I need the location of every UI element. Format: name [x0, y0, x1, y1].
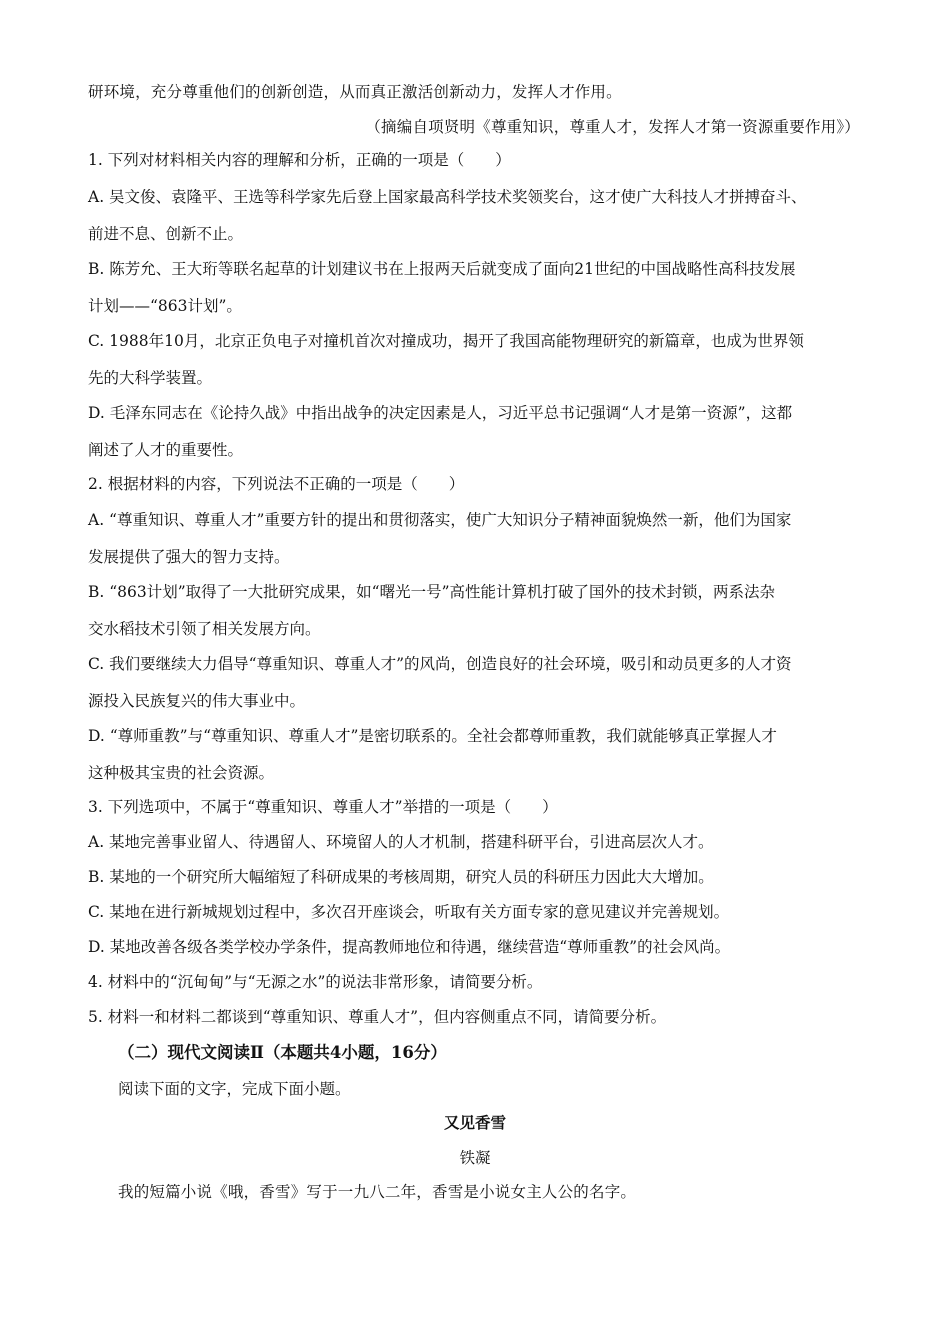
q2-option-c-cont: 源投入民族复兴的伟大事业中。 [88, 692, 306, 710]
story-author: 铁凝 [459, 1149, 491, 1167]
story-first-line: 我的短篇小说《哦，香雪》写于一九八二年，香雪是小说女主人公的名字。 [118, 1183, 637, 1201]
q1-option-d: D. 毛泽东同志在《论持久战》中指出战争的决定因素是人，习近平总书记强调“人才是第一资源”，这都 [88, 404, 793, 422]
q3-option-b: B. 某地的一个研究所大幅缩短了科研成果的考核周期，研究人员的科研压力因此大大增加。 [88, 868, 714, 886]
intro-line: 研环境，充分尊重他们的创新创造，从而真正激活创新动力，发挥人才作用。 [88, 83, 622, 101]
q1-option-b: B. 陈芳允、王大珩等联名起草的计划建议书在上报两天后就变成了面向21世纪的中国战略性高科技发展 [88, 260, 796, 278]
section-title: （二）现代文阅读Ⅱ（本题共4小题，16分） [118, 1043, 447, 1062]
story-title: 又见香雪 [443, 1113, 506, 1132]
q1-option-c: C. 1988年10月，北京正负电子对撞机首次对撞成功，揭开了我国高能物理研究的新篇章，也成为世界领 [88, 332, 804, 350]
q2-option-d-cont: 这种极其宝贵的社会资源。 [88, 764, 275, 782]
question-4: 4. 材料中的“沉甸甸”与“无源之水”的说法非常形象，请简要分析。 [88, 973, 543, 991]
q2-option-b-cont: 交水稻技术引领了相关发展方向。 [88, 620, 321, 638]
q2-option-a-cont: 发展提供了强大的智力支持。 [88, 548, 290, 566]
source-citation: （摘编自项贤明《尊重知识，尊重人才，发挥人才第一资源重要作用》） [365, 118, 860, 136]
q2-option-d: D. “尊师重教”与“尊重知识、尊重人才”是密切联系的。全社会都尊师重教，我们就能够真正掌握人才 [88, 727, 777, 745]
q1-option-b-cont: 计划——“863计划”。 [88, 297, 242, 315]
reading-instruction: 阅读下面的文字，完成下面小题。 [118, 1080, 351, 1098]
q1-option-a-cont: 前进不息、创新不止。 [88, 225, 244, 243]
q1-option-a: A. 吴文俊、袁隆平、王选等科学家先后登上国家最高科学技术奖领奖台，这才使广大科技人才拼搏奋斗、 [88, 188, 807, 206]
q1-option-c-cont: 先的大科学装置。 [88, 369, 213, 387]
q2-option-c: C. 我们要继续大力倡导“尊重知识、尊重人才”的风尚，创造良好的社会环境，吸引和动员更多的人才资 [88, 655, 792, 673]
q2-option-a: A. “尊重知识、尊重人才”重要方针的提出和贯彻落实，使广大知识分子精神面貌焕然一新，他们为国家 [88, 511, 792, 529]
q3-option-d: D. 某地改善各级各类学校办学条件，提高教师地位和待遇，继续营造“尊师重教”的社会风尚。 [88, 938, 731, 956]
question-2-stem: 2. 根据材料的内容，下列说法不正确的一项是（ ） [88, 475, 465, 493]
q2-option-b: B. “863计划”取得了一大批研究成果，如“曙光一号”高性能计算机打破了国外的技术封锁，两系法杂 [88, 583, 776, 601]
q3-option-a: A. 某地完善事业留人、待遇留人、环境留人的人才机制，搭建科研平台，引进高层次人才。 [88, 833, 714, 851]
question-1-stem: 1. 下列对材料相关内容的理解和分析，正确的一项是（ ） [88, 151, 511, 169]
question-3-stem: 3. 下列选项中，不属于“尊重知识、尊重人才”举措的一项是（ ） [88, 798, 558, 816]
q3-option-c: C. 某地在进行新城规划过程中，多次召开座谈会，听取有关方面专家的意见建议并完善规划。 [88, 903, 730, 921]
q1-option-d-cont: 阐述了人才的重要性。 [88, 441, 244, 459]
question-5: 5. 材料一和材料二都谈到“尊重知识、尊重人才”，但内容侧重点不同，请简要分析。 [88, 1008, 667, 1026]
